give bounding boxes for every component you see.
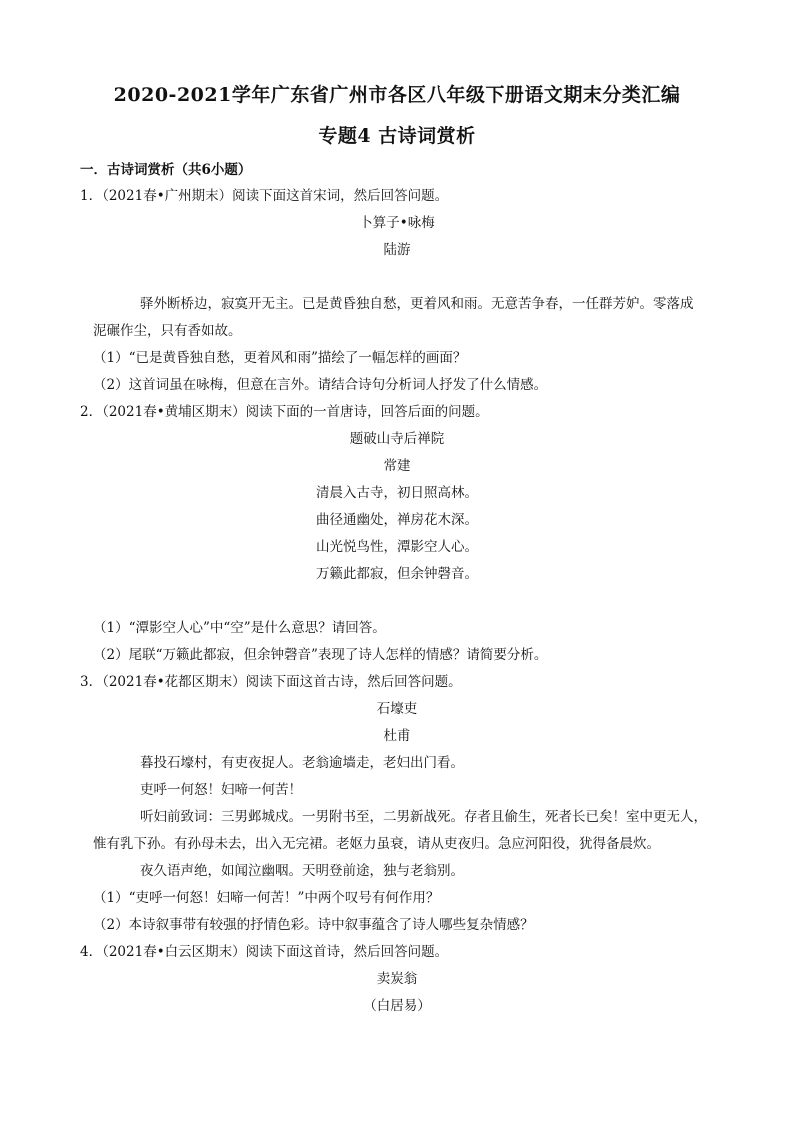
question-3-sub-2: （2）本诗叙事带有较强的抒情色彩。诗中叙事蕴含了诗人哪些复杂情感？ xyxy=(93,917,534,933)
question-4-intro: 4．（2021春•白云区期末）阅读下面这首诗，然后回答问题。 xyxy=(80,944,449,960)
question-3-body-line: 夜久语声绝，如闻泣幽咽。天明登前途，独与老翁别。 xyxy=(140,863,464,879)
question-1-sub-2: （2）这首词虽在咏梅，但意在言外。请结合诗句分析词人抒发了什么情感。 xyxy=(93,377,548,393)
question-1-body-line: 泥碾作尘，只有香如故。 xyxy=(93,323,242,339)
question-2-poet: 常建 xyxy=(383,458,411,474)
question-1-poet: 陆游 xyxy=(383,242,411,258)
document-title: 2020-2021学年广东省广州市各区八年级下册语文期末分类汇编 xyxy=(113,84,681,106)
question-1-intro: 1．（2021春•广州期末）阅读下面这首宋词，然后回答问题。 xyxy=(80,188,449,204)
question-1-poem-title: 卜算子•咏梅 xyxy=(359,215,435,231)
question-3-poem-title: 石壕吏 xyxy=(376,701,418,717)
document-subtitle: 专题4 古诗词赏析 xyxy=(318,125,476,147)
question-3-body-line: 吏呼一何怒！妇啼一何苦！ xyxy=(140,782,302,798)
question-1-sub-1: （1）“已是黄昏独自愁，更着风和雨”描绘了一幅怎样的画面？ xyxy=(93,350,467,366)
question-4-poem-title: 卖炭翁 xyxy=(376,971,418,987)
question-3-sub-1: （1）“吏呼一何怒！妇啼一何苦！”中两个叹号有何作用？ xyxy=(93,890,440,906)
question-3-body-line: 听妇前致词：三男邺城戍。一男附书至，二男新战死。存者且偷生，死者长已矣！室中更无人， xyxy=(140,809,707,825)
question-4-poet: （白居易） xyxy=(363,998,431,1014)
question-2-body-line: 清晨入古寺，初日照高林。 xyxy=(316,485,478,501)
question-3-poet: 杜甫 xyxy=(383,728,411,744)
question-1-body-line: 驿外断桥边，寂寞开无主。已是黄昏独自愁，更着风和雨。无意苦争春，一任群芳妒。零落成 xyxy=(140,296,694,312)
question-2-sub-1: （1）“潭影空人心”中“空”是什么意思？请回答。 xyxy=(93,620,386,636)
question-2-body-line: 万籁此都寂，但余钟磬音。 xyxy=(316,566,478,582)
question-2-sub-2: （2）尾联“万籁此都寂，但余钟磬音”表现了诗人怎样的情感？请简要分析。 xyxy=(93,647,548,663)
question-2-body-line: 山光悦鸟性，潭影空人心。 xyxy=(316,539,478,555)
question-2-body-line: 曲径通幽处，禅房花木深。 xyxy=(316,512,478,528)
section-heading: 一．古诗词赏析（共6小题） xyxy=(80,162,252,178)
question-3-body-line: 暮投石壕村，有吏夜捉人。老翁逾墙走，老妇出门看。 xyxy=(140,755,464,771)
question-3-body-line: 惟有乳下孙。有孙母未去，出入无完裙。老妪力虽衰，请从吏夜归。急应河阳役，犹得备晨炊。 xyxy=(93,836,660,852)
question-2-poem-title: 题破山寺后禅院 xyxy=(349,431,445,447)
question-3-intro: 3．（2021春•花都区期末）阅读下面这首古诗，然后回答问题。 xyxy=(80,674,462,690)
question-2-intro: 2．（2021春•黄埔区期末）阅读下面的一首唐诗，回答后面的问题。 xyxy=(80,404,489,420)
